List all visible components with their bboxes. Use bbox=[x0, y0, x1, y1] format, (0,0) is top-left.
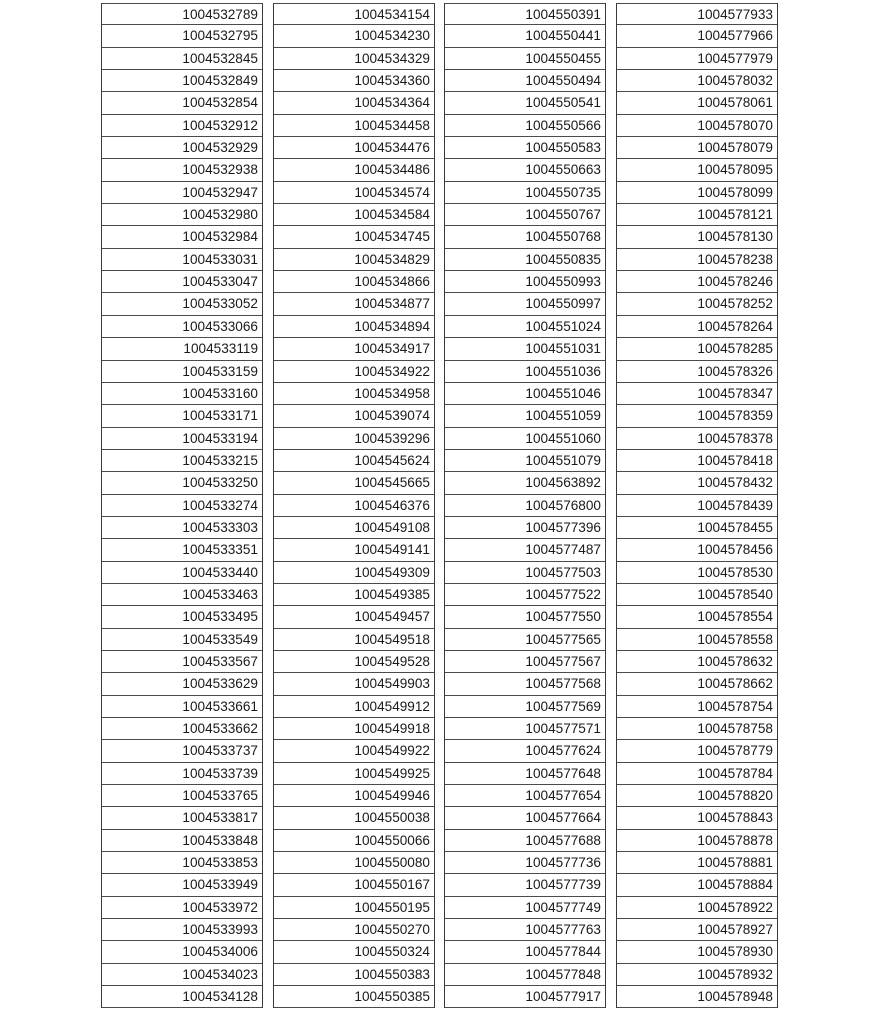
table-cell: 1004577487 bbox=[445, 539, 605, 561]
table-cell: 1004577933 bbox=[617, 3, 777, 25]
table-cell: 1004550391 bbox=[445, 3, 605, 25]
table-cell: 1004533066 bbox=[102, 316, 262, 338]
table-cell: 1004577844 bbox=[445, 941, 605, 963]
table-cell: 1004534922 bbox=[274, 361, 434, 383]
table-cell: 1004551031 bbox=[445, 338, 605, 360]
table-cell: 1004534329 bbox=[274, 48, 434, 70]
table-cell: 1004549108 bbox=[274, 517, 434, 539]
table-cell: 1004534574 bbox=[274, 182, 434, 204]
table-cell: 1004549528 bbox=[274, 651, 434, 673]
table-cell: 1004533495 bbox=[102, 606, 262, 628]
table-cell: 1004533274 bbox=[102, 495, 262, 517]
table-cell: 1004578948 bbox=[617, 986, 777, 1008]
table-cell: 1004550663 bbox=[445, 159, 605, 181]
table-cell: 1004578264 bbox=[617, 316, 777, 338]
table-cell: 1004578884 bbox=[617, 874, 777, 896]
table-cell: 1004549903 bbox=[274, 673, 434, 695]
table-cell: 1004533160 bbox=[102, 383, 262, 405]
table-cell: 1004549518 bbox=[274, 629, 434, 651]
table-cell: 1004577503 bbox=[445, 562, 605, 584]
table-cell: 1004533031 bbox=[102, 249, 262, 271]
table-cell: 1004532938 bbox=[102, 159, 262, 181]
table-cell: 1004549457 bbox=[274, 606, 434, 628]
table-cell: 1004578070 bbox=[617, 115, 777, 137]
table-cell: 1004532947 bbox=[102, 182, 262, 204]
table-cell: 1004578754 bbox=[617, 696, 777, 718]
table-cell: 1004578121 bbox=[617, 204, 777, 226]
table-cell: 1004578820 bbox=[617, 785, 777, 807]
table-cell: 1004578932 bbox=[617, 964, 777, 986]
table-cell: 1004551036 bbox=[445, 361, 605, 383]
table-cell: 1004534154 bbox=[274, 3, 434, 25]
table-cell: 1004578378 bbox=[617, 428, 777, 450]
table-column-4 bbox=[616, 3, 778, 1008]
table-cell: 1004533194 bbox=[102, 428, 262, 450]
table-cell: 1004577522 bbox=[445, 584, 605, 606]
table-cell: 1004577917 bbox=[445, 986, 605, 1008]
table-cell: 1004534023 bbox=[102, 964, 262, 986]
table-cell: 1004534829 bbox=[274, 249, 434, 271]
table-cell: 1004578347 bbox=[617, 383, 777, 405]
table-cell: 1004532929 bbox=[102, 137, 262, 159]
table-cell: 1004576800 bbox=[445, 495, 605, 517]
table-cell: 1004578881 bbox=[617, 852, 777, 874]
table-cell: 1004533119 bbox=[102, 338, 262, 360]
table-cell: 1004578922 bbox=[617, 897, 777, 919]
table-cell: 1004578285 bbox=[617, 338, 777, 360]
table-cell: 1004533250 bbox=[102, 472, 262, 494]
table-cell: 1004578439 bbox=[617, 495, 777, 517]
table-cell: 1004577654 bbox=[445, 785, 605, 807]
table-cell: 1004577550 bbox=[445, 606, 605, 628]
table-cell: 1004578779 bbox=[617, 740, 777, 762]
table-cell: 1004550270 bbox=[274, 919, 434, 941]
table-cell: 1004549918 bbox=[274, 718, 434, 740]
table-cell: 1004534364 bbox=[274, 92, 434, 114]
table-cell: 1004578099 bbox=[617, 182, 777, 204]
table-cell: 1004532912 bbox=[102, 115, 262, 137]
table-cell: 1004533567 bbox=[102, 651, 262, 673]
table-cell: 1004534476 bbox=[274, 137, 434, 159]
table-cell: 1004578032 bbox=[617, 70, 777, 92]
table-cell: 1004549922 bbox=[274, 740, 434, 762]
table-cell: 1004578554 bbox=[617, 606, 777, 628]
table-cell: 1004578456 bbox=[617, 539, 777, 561]
table-cell: 1004578095 bbox=[617, 159, 777, 181]
table-cell: 1004549912 bbox=[274, 696, 434, 718]
table-cell: 1004549925 bbox=[274, 763, 434, 785]
table-cell: 1004532984 bbox=[102, 226, 262, 248]
table-cell: 1004533215 bbox=[102, 450, 262, 472]
table-cell: 1004578878 bbox=[617, 830, 777, 852]
table-cell: 1004577848 bbox=[445, 964, 605, 986]
table-cell: 1004533047 bbox=[102, 271, 262, 293]
table-cell: 1004578246 bbox=[617, 271, 777, 293]
table-cell: 1004533629 bbox=[102, 673, 262, 695]
table-cell: 1004533737 bbox=[102, 740, 262, 762]
table-cell: 1004533463 bbox=[102, 584, 262, 606]
table-cell: 1004578326 bbox=[617, 361, 777, 383]
table-cell: 1004533351 bbox=[102, 539, 262, 561]
table-cell: 1004550768 bbox=[445, 226, 605, 248]
table-cell: 1004577739 bbox=[445, 874, 605, 896]
table-column-3 bbox=[444, 3, 606, 1008]
table-cell: 1004533949 bbox=[102, 874, 262, 896]
table-cell: 1004578540 bbox=[617, 584, 777, 606]
table-cell: 1004534745 bbox=[274, 226, 434, 248]
table-cell: 1004550541 bbox=[445, 92, 605, 114]
table-cell: 1004532980 bbox=[102, 204, 262, 226]
table-cell: 1004533159 bbox=[102, 361, 262, 383]
table-cell: 1004577569 bbox=[445, 696, 605, 718]
table-cell: 1004551079 bbox=[445, 450, 605, 472]
table-cell: 1004539074 bbox=[274, 405, 434, 427]
table-cell: 1004532789 bbox=[102, 3, 262, 25]
table-cell: 1004577763 bbox=[445, 919, 605, 941]
table-cell: 1004578632 bbox=[617, 651, 777, 673]
table-cell: 1004577749 bbox=[445, 897, 605, 919]
table-cell: 1004534584 bbox=[274, 204, 434, 226]
table-cell: 1004551046 bbox=[445, 383, 605, 405]
table-cell: 1004532845 bbox=[102, 48, 262, 70]
table-column-1 bbox=[101, 3, 263, 1008]
table-cell: 1004551024 bbox=[445, 316, 605, 338]
table-cell: 1004550385 bbox=[274, 986, 434, 1008]
table-cell: 1004577688 bbox=[445, 830, 605, 852]
table-cell: 1004550735 bbox=[445, 182, 605, 204]
table-cell: 1004551059 bbox=[445, 405, 605, 427]
table-cell: 1004534917 bbox=[274, 338, 434, 360]
table-cell: 1004578252 bbox=[617, 293, 777, 315]
table-cell: 1004533848 bbox=[102, 830, 262, 852]
table-cell: 1004550080 bbox=[274, 852, 434, 874]
table-cell: 1004532854 bbox=[102, 92, 262, 114]
table-cell: 1004550195 bbox=[274, 897, 434, 919]
table-cell: 1004533549 bbox=[102, 629, 262, 651]
table-cell: 1004533171 bbox=[102, 405, 262, 427]
table-cell: 1004534866 bbox=[274, 271, 434, 293]
table-cell: 1004534128 bbox=[102, 986, 262, 1008]
table-cell: 1004578662 bbox=[617, 673, 777, 695]
table-cell: 1004550583 bbox=[445, 137, 605, 159]
table-cell: 1004534230 bbox=[274, 25, 434, 47]
table-cell: 1004578130 bbox=[617, 226, 777, 248]
table-cell: 1004577648 bbox=[445, 763, 605, 785]
table-cell: 1004550993 bbox=[445, 271, 605, 293]
table-cell: 1004550383 bbox=[274, 964, 434, 986]
table-cell: 1004533993 bbox=[102, 919, 262, 941]
table-cell: 1004577568 bbox=[445, 673, 605, 695]
table-cell: 1004550441 bbox=[445, 25, 605, 47]
table-cell: 1004546376 bbox=[274, 495, 434, 517]
table-cell: 1004549141 bbox=[274, 539, 434, 561]
table-cell: 1004533662 bbox=[102, 718, 262, 740]
table-cell: 1004578455 bbox=[617, 517, 777, 539]
table-cell: 1004534877 bbox=[274, 293, 434, 315]
table-cell: 1004550566 bbox=[445, 115, 605, 137]
table-cell: 1004550324 bbox=[274, 941, 434, 963]
table-cell: 1004534958 bbox=[274, 383, 434, 405]
table-cell: 1004578927 bbox=[617, 919, 777, 941]
table-cell: 1004577567 bbox=[445, 651, 605, 673]
table-cell: 1004549946 bbox=[274, 785, 434, 807]
table-cell: 1004550167 bbox=[274, 874, 434, 896]
table-cell: 1004578784 bbox=[617, 763, 777, 785]
table-cell: 1004532849 bbox=[102, 70, 262, 92]
table-cell: 1004533303 bbox=[102, 517, 262, 539]
table-cell: 1004534458 bbox=[274, 115, 434, 137]
table-cell: 1004577624 bbox=[445, 740, 605, 762]
table-cell: 1004551060 bbox=[445, 428, 605, 450]
table-cell: 1004533853 bbox=[102, 852, 262, 874]
table-cell: 1004550038 bbox=[274, 807, 434, 829]
table-cell: 1004578079 bbox=[617, 137, 777, 159]
table-cell: 1004533661 bbox=[102, 696, 262, 718]
table-cell: 1004534006 bbox=[102, 941, 262, 963]
table-cell: 1004578418 bbox=[617, 450, 777, 472]
table-cell: 1004577966 bbox=[617, 25, 777, 47]
table-cell: 1004550066 bbox=[274, 830, 434, 852]
table-cell: 1004578432 bbox=[617, 472, 777, 494]
table-cell: 1004534894 bbox=[274, 316, 434, 338]
table-cell: 1004563892 bbox=[445, 472, 605, 494]
table-cell: 1004533972 bbox=[102, 897, 262, 919]
table-cell: 1004549309 bbox=[274, 562, 434, 584]
table-cell: 1004533765 bbox=[102, 785, 262, 807]
table-cell: 1004549385 bbox=[274, 584, 434, 606]
table-cell: 1004533739 bbox=[102, 763, 262, 785]
table-cell: 1004550835 bbox=[445, 249, 605, 271]
table-cell: 1004550767 bbox=[445, 204, 605, 226]
table-cell: 1004578530 bbox=[617, 562, 777, 584]
table-column-2 bbox=[273, 3, 435, 1008]
table-cell: 1004534486 bbox=[274, 159, 434, 181]
table-cell: 1004577571 bbox=[445, 718, 605, 740]
table-cell: 1004550455 bbox=[445, 48, 605, 70]
table-cell: 1004578558 bbox=[617, 629, 777, 651]
table-cell: 1004550494 bbox=[445, 70, 605, 92]
table-cell: 1004545624 bbox=[274, 450, 434, 472]
table-cell: 1004578061 bbox=[617, 92, 777, 114]
table-cell: 1004545665 bbox=[274, 472, 434, 494]
table-cell: 1004533440 bbox=[102, 562, 262, 584]
table-cell: 1004577664 bbox=[445, 807, 605, 829]
table-cell: 1004577565 bbox=[445, 629, 605, 651]
table-cell: 1004533817 bbox=[102, 807, 262, 829]
table-cell: 1004534360 bbox=[274, 70, 434, 92]
table-cell: 1004578758 bbox=[617, 718, 777, 740]
table-cell: 1004532795 bbox=[102, 25, 262, 47]
table-cell: 1004550997 bbox=[445, 293, 605, 315]
table-cell: 1004539296 bbox=[274, 428, 434, 450]
table-cell: 1004577979 bbox=[617, 48, 777, 70]
table-cell: 1004578238 bbox=[617, 249, 777, 271]
table-cell: 1004578843 bbox=[617, 807, 777, 829]
table-cell: 1004533052 bbox=[102, 293, 262, 315]
table-cell: 1004577396 bbox=[445, 517, 605, 539]
table-cell: 1004578930 bbox=[617, 941, 777, 963]
table-cell: 1004577736 bbox=[445, 852, 605, 874]
table-cell: 1004578359 bbox=[617, 405, 777, 427]
